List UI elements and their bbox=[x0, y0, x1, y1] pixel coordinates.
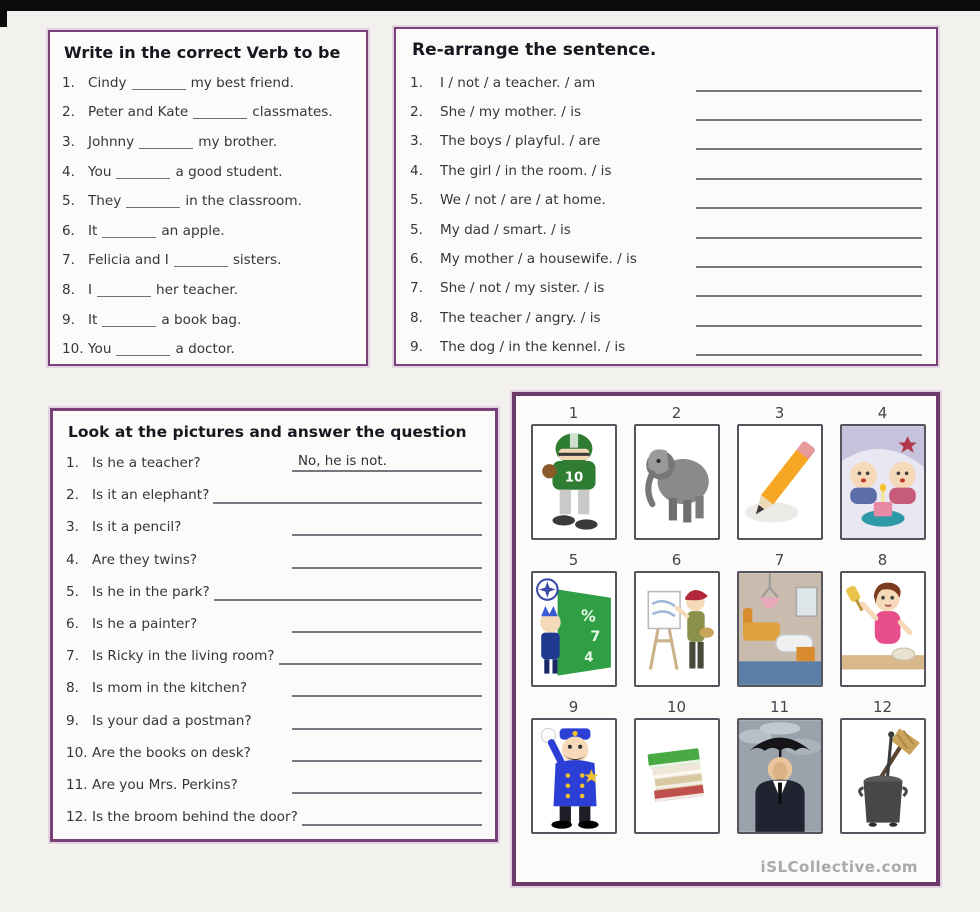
answer-blank bbox=[193, 105, 247, 119]
sentence-post-text: an apple. bbox=[161, 222, 225, 239]
scrambled-phrase: The dog / in the kennel. / is bbox=[440, 339, 626, 356]
item-number: 8. bbox=[410, 309, 423, 326]
answer-blank bbox=[126, 194, 180, 208]
question-row bbox=[66, 672, 482, 704]
picture-cell bbox=[625, 549, 728, 687]
picture-number: 11 bbox=[769, 698, 790, 716]
item-number: 10. bbox=[66, 744, 88, 761]
item-number: 12. bbox=[66, 809, 88, 826]
question-row bbox=[66, 769, 482, 801]
picture-cell bbox=[831, 402, 934, 540]
verb-sentence-list bbox=[62, 68, 354, 364]
picture-number: 4 bbox=[877, 404, 888, 422]
rearrange-row bbox=[410, 303, 922, 332]
answer-line bbox=[696, 132, 922, 150]
question-text: Is he a teacher? bbox=[92, 455, 201, 472]
picture-cell bbox=[625, 696, 728, 834]
verb-sentence-row bbox=[62, 216, 354, 246]
question-text: Is mom in the kitchen? bbox=[92, 680, 248, 697]
scrambled-phrase: We / not / are / at home. bbox=[440, 192, 606, 209]
question-row bbox=[66, 511, 482, 543]
scrambled-phrase: The girl / in the room. / is bbox=[440, 162, 612, 179]
rearrange-row bbox=[410, 215, 922, 244]
picture-cell bbox=[728, 696, 831, 834]
answer-blank bbox=[116, 165, 170, 179]
picture-cell bbox=[728, 549, 831, 687]
answer-blank bbox=[102, 313, 156, 327]
svg-text:%: % bbox=[579, 606, 597, 626]
scrambled-phrase: The teacher / angry. / is bbox=[440, 309, 601, 326]
question-row bbox=[66, 608, 482, 640]
answer-line bbox=[696, 221, 922, 239]
top-left-black-corner bbox=[0, 0, 7, 27]
question-row bbox=[66, 447, 482, 479]
answer-line bbox=[292, 679, 482, 697]
item-number: 1. bbox=[66, 455, 79, 472]
broom-in-bin-image bbox=[840, 718, 926, 834]
sentence-post-text: classmates. bbox=[252, 104, 333, 121]
question-row bbox=[66, 737, 482, 769]
answer-line bbox=[302, 808, 482, 826]
picture-grid bbox=[516, 400, 936, 843]
scrambled-phrase: My dad / smart. / is bbox=[440, 221, 571, 238]
answer-line bbox=[292, 744, 482, 762]
item-number: 8. bbox=[66, 680, 79, 697]
pencil-image bbox=[737, 424, 823, 540]
sentence-pre-text: I bbox=[88, 281, 93, 298]
question-text: Is your dad a postman? bbox=[92, 712, 252, 729]
answer-line bbox=[696, 103, 922, 121]
question-text: Is he in the park? bbox=[92, 583, 210, 600]
answer-blank bbox=[97, 283, 151, 297]
sentence-pre-text: Johnny bbox=[88, 133, 135, 150]
item-number: 2. bbox=[62, 104, 75, 121]
item-number: 7. bbox=[66, 648, 79, 665]
item-number: 4. bbox=[66, 551, 79, 568]
painter-easel-image bbox=[634, 571, 720, 687]
verb-sentence-row bbox=[62, 98, 354, 128]
picture-cell bbox=[831, 696, 934, 834]
item-number: 2. bbox=[66, 487, 79, 504]
rearrange-row bbox=[410, 127, 922, 156]
pictures-section bbox=[512, 392, 940, 886]
item-number: 6. bbox=[410, 251, 423, 268]
answer-text: No, he is not. bbox=[298, 454, 387, 470]
answer-line bbox=[696, 191, 922, 209]
question-list bbox=[66, 447, 482, 833]
math-chalkboard-image bbox=[531, 571, 617, 687]
item-number: 5. bbox=[410, 192, 423, 209]
question-text: Are you Mrs. Perkins? bbox=[92, 776, 238, 793]
question-text: Is the broom behind the door? bbox=[92, 809, 298, 826]
sentence-post-text: my best friend. bbox=[190, 74, 294, 91]
item-number: 9. bbox=[410, 339, 423, 356]
verb-sentence-row bbox=[62, 157, 354, 187]
answer-line bbox=[696, 338, 922, 356]
svg-text:4: 4 bbox=[583, 650, 594, 666]
item-number: 5. bbox=[62, 193, 75, 210]
question-text: Are they twins? bbox=[92, 551, 198, 568]
answer-blank bbox=[174, 253, 228, 267]
twins-birthday-image bbox=[840, 424, 926, 540]
picture-cell bbox=[728, 402, 831, 540]
item-number: 9. bbox=[62, 311, 75, 328]
question-row bbox=[66, 801, 482, 833]
cooking-woman-image bbox=[840, 571, 926, 687]
item-number: 1. bbox=[62, 74, 75, 91]
answer-line bbox=[696, 162, 922, 180]
answer-line bbox=[696, 279, 922, 297]
sentence-post-text: sisters. bbox=[232, 252, 282, 269]
sentence-post-text: in the classroom. bbox=[185, 193, 302, 210]
rearrange-row bbox=[410, 97, 922, 126]
answer-line bbox=[292, 454, 482, 472]
picture-cell bbox=[831, 549, 934, 687]
answer-blank bbox=[102, 224, 156, 238]
sentence-pre-text: It bbox=[88, 222, 98, 239]
verb-sentence-row bbox=[62, 68, 354, 98]
picture-number: 2 bbox=[671, 404, 682, 422]
question-row bbox=[66, 705, 482, 737]
question-row bbox=[66, 479, 482, 511]
verb-sentence-row bbox=[62, 186, 354, 216]
sentence-pre-text: It bbox=[88, 311, 98, 328]
answer-line bbox=[292, 712, 482, 730]
answer-line bbox=[292, 518, 482, 536]
rearrange-row bbox=[410, 68, 922, 97]
item-number: 1. bbox=[410, 74, 423, 91]
sentence-post-text: a book bag. bbox=[161, 311, 242, 328]
picture-number: 9 bbox=[568, 698, 579, 716]
picture-number: 10 bbox=[666, 698, 687, 716]
svg-text:10: 10 bbox=[564, 470, 583, 486]
sentence-pre-text: You bbox=[88, 341, 112, 358]
rearrange-section bbox=[394, 27, 938, 366]
verb-sentence-row bbox=[62, 246, 354, 276]
answer-line bbox=[279, 647, 482, 665]
answer-line bbox=[214, 583, 482, 601]
book-stack-image bbox=[634, 718, 720, 834]
questions-section-title: Look at the pictures and answer the question bbox=[68, 423, 467, 441]
umbrella-man-image bbox=[737, 718, 823, 834]
answer-blank bbox=[116, 342, 170, 356]
item-number: 3. bbox=[410, 133, 423, 150]
picture-number: 8 bbox=[877, 551, 888, 569]
questions-section bbox=[50, 408, 498, 842]
verb-sentence-row bbox=[62, 275, 354, 305]
question-text: Is it an elephant? bbox=[92, 487, 210, 504]
islcollective-watermark: iSLCollective.com bbox=[760, 858, 918, 876]
item-number: 9. bbox=[66, 712, 79, 729]
picture-cell bbox=[522, 402, 625, 540]
picture-number: 1 bbox=[568, 404, 579, 422]
sentence-pre-text: You bbox=[88, 163, 112, 180]
rearrange-list bbox=[410, 68, 922, 362]
living-room-image bbox=[737, 571, 823, 687]
question-text: Are the books on desk? bbox=[92, 744, 251, 761]
verb-sentence-row bbox=[62, 334, 354, 364]
item-number: 5. bbox=[66, 583, 79, 600]
sentence-post-text: my brother. bbox=[198, 133, 278, 150]
sentence-pre-text: Cindy bbox=[88, 74, 127, 91]
rearrange-row bbox=[410, 244, 922, 273]
answer-blank bbox=[139, 135, 193, 149]
item-number: 4. bbox=[410, 162, 423, 179]
answer-line bbox=[213, 486, 482, 504]
verb-section-title: Write in the correct Verb to be bbox=[64, 43, 341, 62]
answer-line bbox=[292, 615, 482, 633]
picture-number: 5 bbox=[568, 551, 579, 569]
item-number: 3. bbox=[66, 519, 79, 536]
picture-number: 3 bbox=[774, 404, 785, 422]
item-number: 7. bbox=[62, 252, 75, 269]
elephant-image bbox=[634, 424, 720, 540]
scrambled-phrase: She / my mother. / is bbox=[440, 104, 582, 121]
item-number: 6. bbox=[66, 616, 79, 633]
sentence-post-text: her teacher. bbox=[156, 281, 239, 298]
item-number: 11. bbox=[66, 776, 88, 793]
verb-sentence-row bbox=[62, 305, 354, 335]
scrambled-phrase: She / not / my sister. / is bbox=[440, 280, 605, 297]
question-text: Is he a painter? bbox=[92, 616, 198, 633]
sentence-pre-text: They bbox=[88, 193, 122, 210]
answer-line bbox=[292, 776, 482, 794]
rearrange-row bbox=[410, 186, 922, 215]
top-black-bar bbox=[0, 0, 980, 11]
item-number: 5. bbox=[410, 221, 423, 238]
item-number: 2. bbox=[410, 104, 423, 121]
verb-sentence-row bbox=[62, 127, 354, 157]
picture-number: 6 bbox=[671, 551, 682, 569]
scrambled-phrase: The boys / playful. / are bbox=[440, 133, 601, 150]
football-player-image bbox=[531, 424, 617, 540]
answer-line bbox=[696, 309, 922, 327]
question-text: Is Ricky in the living room? bbox=[92, 648, 275, 665]
rearrange-row bbox=[410, 156, 922, 185]
sentence-pre-text: Peter and Kate bbox=[88, 104, 189, 121]
sentence-post-text: a doctor. bbox=[175, 341, 235, 358]
policeman-image bbox=[531, 718, 617, 834]
sentence-post-text: a good student. bbox=[175, 163, 283, 180]
answer-line bbox=[696, 250, 922, 268]
answer-blank bbox=[132, 76, 186, 90]
item-number: 6. bbox=[62, 222, 75, 239]
picture-cell bbox=[522, 549, 625, 687]
answer-line bbox=[292, 551, 482, 569]
rearrange-section-title: Re-arrange the sentence. bbox=[412, 40, 657, 60]
rearrange-row bbox=[410, 333, 922, 362]
answer-line bbox=[696, 74, 922, 92]
picture-number: 7 bbox=[774, 551, 785, 569]
question-text: Is it a pencil? bbox=[92, 519, 182, 536]
rearrange-row bbox=[410, 274, 922, 303]
picture-cell bbox=[522, 696, 625, 834]
verb-tobe-section bbox=[48, 30, 368, 366]
scrambled-phrase: My mother / a housewife. / is bbox=[440, 251, 637, 268]
item-number: 4. bbox=[62, 163, 75, 180]
picture-cell bbox=[625, 402, 728, 540]
item-number: 3. bbox=[62, 133, 75, 150]
picture-number: 12 bbox=[872, 698, 893, 716]
item-number: 10. bbox=[62, 341, 84, 358]
sentence-pre-text: Felicia and I bbox=[88, 252, 169, 269]
svg-text:7: 7 bbox=[589, 628, 600, 645]
scrambled-phrase: I / not / a teacher. / am bbox=[440, 74, 596, 91]
item-number: 8. bbox=[62, 281, 75, 298]
item-number: 7. bbox=[410, 280, 423, 297]
question-row bbox=[66, 576, 482, 608]
question-row bbox=[66, 640, 482, 672]
question-row bbox=[66, 544, 482, 576]
